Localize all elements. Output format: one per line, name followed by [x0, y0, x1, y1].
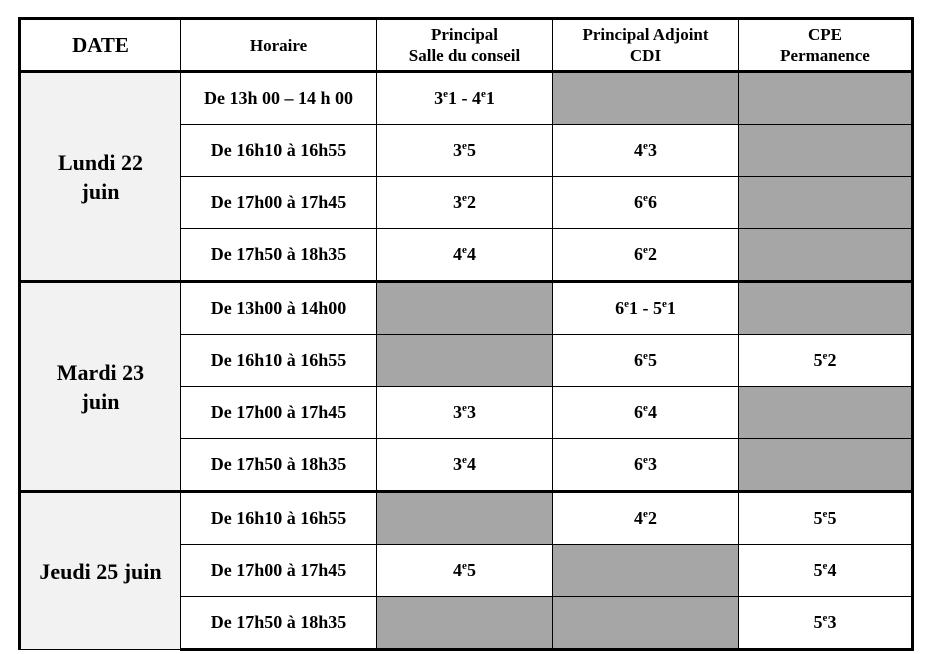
class-ordinal: e	[462, 244, 467, 256]
class-ordinal: e	[822, 560, 828, 572]
principal-empty-cell	[377, 335, 553, 387]
class-level: 6	[634, 402, 644, 422]
header-horaire: Horaire	[181, 19, 377, 72]
principal-class-cell	[377, 229, 553, 282]
class-ordinal: e	[462, 560, 467, 572]
principal-adjoint-class-cell	[553, 439, 739, 492]
day-month: juin	[81, 388, 120, 414]
header-cpe-room: Permanence	[780, 46, 870, 65]
class-level: 3	[434, 88, 444, 108]
class-number: 4	[466, 454, 476, 474]
time-slot: De 17h00 à 17h45	[181, 545, 377, 597]
principal-class-cell	[377, 545, 553, 597]
cpe-empty-cell	[739, 282, 913, 335]
day-label: Lundi 22	[58, 149, 143, 175]
cpe-empty-cell	[739, 177, 913, 229]
class-number: 4	[466, 244, 476, 264]
principal-empty-cell	[377, 282, 553, 335]
class-ordinal: e	[822, 612, 828, 624]
table-row	[20, 282, 913, 335]
day-cell	[20, 492, 181, 650]
principal-adjoint-empty-cell	[553, 597, 739, 650]
class-ordinal: e	[624, 298, 629, 310]
table-row	[20, 492, 913, 545]
principal-class-cell	[377, 177, 553, 229]
day-label: Jeudi 25 juin	[39, 558, 162, 584]
class-ordinal: e	[462, 192, 467, 204]
header-principal-title: Principal	[430, 25, 499, 44]
principal-class-cell	[377, 125, 553, 177]
class-level: 4	[453, 560, 463, 580]
cpe-empty-cell	[739, 439, 913, 492]
principal-adjoint-class-cell	[553, 229, 739, 282]
class-level: 5	[813, 350, 823, 370]
day-month: juin	[81, 178, 120, 204]
class-level: 6	[634, 244, 644, 264]
class-level: 6	[615, 298, 625, 318]
class-number: 2	[466, 192, 476, 212]
class-number: 1	[666, 298, 676, 318]
time-slot: De 17h00 à 17h45	[181, 177, 377, 229]
class-number: 1	[485, 88, 495, 108]
header-cpe	[739, 19, 913, 72]
cpe-class-cell	[739, 545, 913, 597]
principal-empty-cell	[377, 597, 553, 650]
header-date: DATE	[20, 19, 181, 72]
time-slot: De 17h00 à 17h45	[181, 387, 377, 439]
class-ordinal: e	[443, 88, 448, 100]
class-number: 4	[827, 560, 837, 580]
principal-empty-cell	[377, 492, 553, 545]
cpe-empty-cell	[739, 125, 913, 177]
time-slot: De 16h10 à 16h55	[181, 125, 377, 177]
class-level: 3	[453, 402, 463, 422]
principal-adjoint-class-cell	[553, 335, 739, 387]
header-principal-adjoint-title: Principal Adjoint	[582, 25, 709, 44]
class-ordinal: e	[462, 402, 467, 414]
class-level: 4	[453, 244, 463, 264]
cpe-class-cell	[739, 335, 913, 387]
principal-adjoint-class-cell	[553, 177, 739, 229]
time-slot: De 13h 00 – 14 h 00	[181, 72, 377, 125]
time-slot: De 13h00 à 14h00	[181, 282, 377, 335]
class-number: 5	[827, 508, 837, 528]
day-label: Mardi 23	[56, 359, 145, 385]
class-ordinal: e	[643, 192, 648, 204]
day-cell	[20, 72, 181, 282]
principal-adjoint-empty-cell	[553, 545, 739, 597]
class-ordinal: e	[643, 244, 648, 256]
class-level: 5	[813, 560, 823, 580]
time-slot: De 17h50 à 18h35	[181, 439, 377, 492]
principal-adjoint-empty-cell	[553, 72, 739, 125]
time-slot: De 17h50 à 18h35	[181, 229, 377, 282]
class-ordinal: e	[643, 454, 648, 466]
class-number: 3	[647, 140, 657, 160]
principal-adjoint-class-cell: 6e1 - 5e1	[553, 282, 739, 335]
class-level: 6	[634, 192, 644, 212]
cpe-class-cell	[739, 492, 913, 545]
header-principal	[377, 19, 553, 72]
class-number: 1	[629, 298, 638, 318]
principal-class-cell	[377, 439, 553, 492]
class-level: 5	[813, 508, 823, 528]
class-ordinal: e	[822, 508, 828, 520]
class-ordinal: e	[643, 508, 648, 520]
cpe-empty-cell	[739, 387, 913, 439]
class-ordinal: e	[643, 140, 648, 152]
principal-adjoint-class-cell	[553, 387, 739, 439]
schedule-body	[20, 72, 913, 650]
header-cpe-title: CPE	[808, 25, 842, 44]
class-number: 5	[466, 560, 476, 580]
class-ordinal: e	[822, 350, 828, 362]
cpe-empty-cell	[739, 72, 913, 125]
class-number: 3	[647, 454, 657, 474]
day-cell	[20, 282, 181, 492]
cpe-empty-cell	[739, 229, 913, 282]
class-level: 5	[653, 298, 662, 318]
principal-class-cell	[377, 387, 553, 439]
principal-adjoint-class-cell	[553, 125, 739, 177]
class-level: 5	[813, 612, 823, 632]
class-number: 2	[647, 508, 657, 528]
time-slot: De 17h50 à 18h35	[181, 597, 377, 650]
principal-class-cell: 3e1 - 4e1	[377, 72, 553, 125]
class-ordinal: e	[462, 140, 467, 152]
class-ordinal: e	[462, 454, 467, 466]
class-level: 4	[472, 88, 481, 108]
class-number: 4	[647, 402, 657, 422]
class-level: 4	[634, 140, 644, 160]
class-number: 5	[466, 140, 476, 160]
principal-adjoint-class-cell	[553, 492, 739, 545]
class-ordinal: e	[643, 402, 648, 414]
header-principal-adjoint-room: CDI	[629, 46, 662, 65]
time-slot: De 16h10 à 16h55	[181, 492, 377, 545]
class-number: 6	[647, 192, 657, 212]
cpe-class-cell	[739, 597, 913, 650]
class-number: 3	[827, 612, 837, 632]
class-number: 5	[647, 350, 657, 370]
header-principal-adjoint	[553, 19, 739, 72]
class-number: 1	[448, 88, 457, 108]
class-number: 3	[466, 402, 476, 422]
class-ordinal: e	[643, 350, 648, 362]
class-level: 6	[634, 454, 644, 474]
class-ordinal: e	[481, 88, 486, 100]
class-level: 3	[453, 140, 463, 160]
time-slot: De 16h10 à 16h55	[181, 335, 377, 387]
class-level: 3	[453, 192, 463, 212]
schedule-table	[18, 17, 914, 651]
header-principal-room: Salle du conseil	[408, 46, 521, 65]
table-row	[20, 72, 913, 125]
class-ordinal: e	[662, 298, 667, 310]
class-level: 4	[634, 508, 644, 528]
class-number: 2	[647, 244, 657, 264]
header-row	[20, 19, 913, 72]
class-level: 3	[453, 454, 463, 474]
class-number: 2	[827, 350, 837, 370]
class-level: 6	[634, 350, 644, 370]
